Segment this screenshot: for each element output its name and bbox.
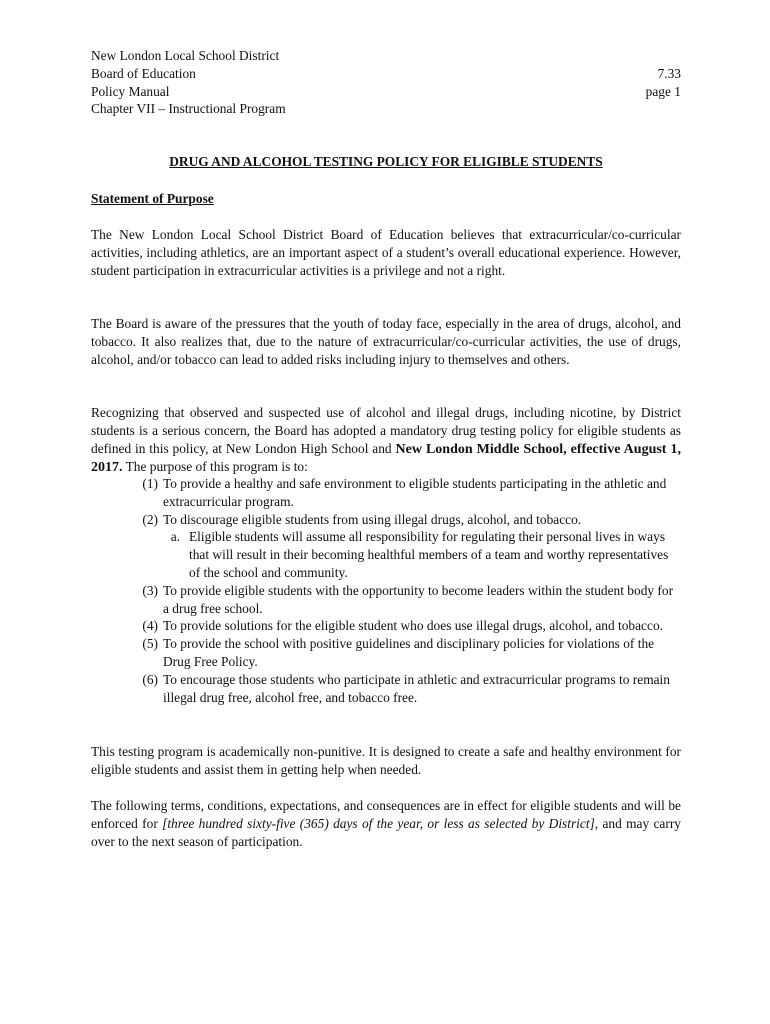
paragraph-terms-tail: , and may carry over to the next season of participation. [91, 815, 681, 849]
paragraph-purpose: The New London Local School District Board of Education believes that extracurricular/co-curricular activities, including athletics, are an important aspect of a student’s overall educational experience. However, student participation in extracurricular activities is a privilege and not a right. [91, 227, 681, 278]
paragraph-recognizing [91, 404, 681, 477]
document-header [91, 47, 681, 118]
list-item-number: (3) [142, 582, 158, 598]
list-item-number: (5) [142, 636, 158, 652]
list-item [91, 511, 681, 529]
list-item-number: (2) [142, 511, 158, 527]
list-item-text: To provide solutions for the eligible student who does use illegal drugs, alcohol, and tobacco. [163, 618, 663, 634]
paragraph-recognizing-text: Recognizing that observed and suspected use of alcohol and illegal drugs, including nicotine, by District students is a serious concern, the Board has adopted a mandatory drug testing policy for eligible students as defined in this policy, at New London High School and [91, 405, 681, 456]
list-item [91, 475, 681, 511]
list-item [91, 617, 681, 635]
list-item-number: (6) [142, 671, 158, 687]
enforcement-period-text: [three hundred sixty-five (365) days of the year, or less as selected by District] [162, 815, 595, 831]
purpose-list [91, 475, 681, 706]
section-heading: Statement of Purpose [91, 191, 214, 206]
list-item-text: To encourage those students who participate in athletic and extracurricular programs to remain illegal drug free, alcohol free, and tobacco free. [163, 671, 670, 705]
paragraph-pressures: The Board is aware of the pressures that the youth of today face, especially in the area of drugs, alcohol, and tobacco. It also realizes that, due to the nature of extracurricular/co-curricular activities, the use of drugs, alcohol, and/or tobacco can lead to added risks including injury to themselves and others. [91, 316, 681, 367]
board-name: Board of Education [91, 65, 196, 81]
list-item [91, 635, 681, 671]
policy-title: DRUG AND ALCOHOL TESTING POLICY FOR ELIGIBLE STUDENTS [169, 154, 603, 169]
paragraph-non-punitive: This testing program is academically non-punitive. It is designed to create a safe and healthy environment for eligible students and assist them in getting help when needed. [91, 744, 681, 777]
sub-list-item-text: Eligible students will assume all responsibility for regulating their personal lives in ways that will result in their becoming healthful members of a team and worthy representatives of the school and community. [189, 529, 669, 580]
list-item-text: To provide eligible students with the opportunity to become leaders within the student body for a drug free school. [163, 582, 674, 616]
list-item-text: To discourage eligible students from using illegal drugs, alcohol, and tobacco. [163, 511, 582, 527]
sub-list-item [91, 528, 681, 581]
list-item-text: To provide the school with positive guidelines and disciplinary policies for violations of the Drug Free Policy. [163, 636, 655, 669]
list-item [91, 582, 681, 618]
page-number: page 1 [645, 83, 681, 99]
paragraph-terms-text: The following terms, conditions, expectations, and consequences are in effect for eligible students and will be enforced for [91, 798, 681, 831]
sub-list-item-letter: a. [170, 529, 180, 545]
effective-date-text: New London Middle School, effective August 1, 2017. [91, 441, 681, 476]
list-item [91, 671, 681, 707]
list-item-number: (1) [142, 476, 158, 491]
list-item-number: (4) [142, 618, 158, 634]
paragraph-recognizing-tail: The purpose of this program is to: [122, 459, 308, 475]
paragraph-terms [91, 797, 681, 850]
district-name: New London Local School District [91, 48, 280, 63]
policy-number: 7.33 [657, 65, 681, 81]
manual-name: Policy Manual [91, 83, 170, 99]
chapter-name: Chapter VII – Instructional Program [91, 101, 286, 117]
list-item-text: To provide a healthy and safe environment to eligible students participating in the athletic and extracurricular program. [163, 476, 667, 509]
